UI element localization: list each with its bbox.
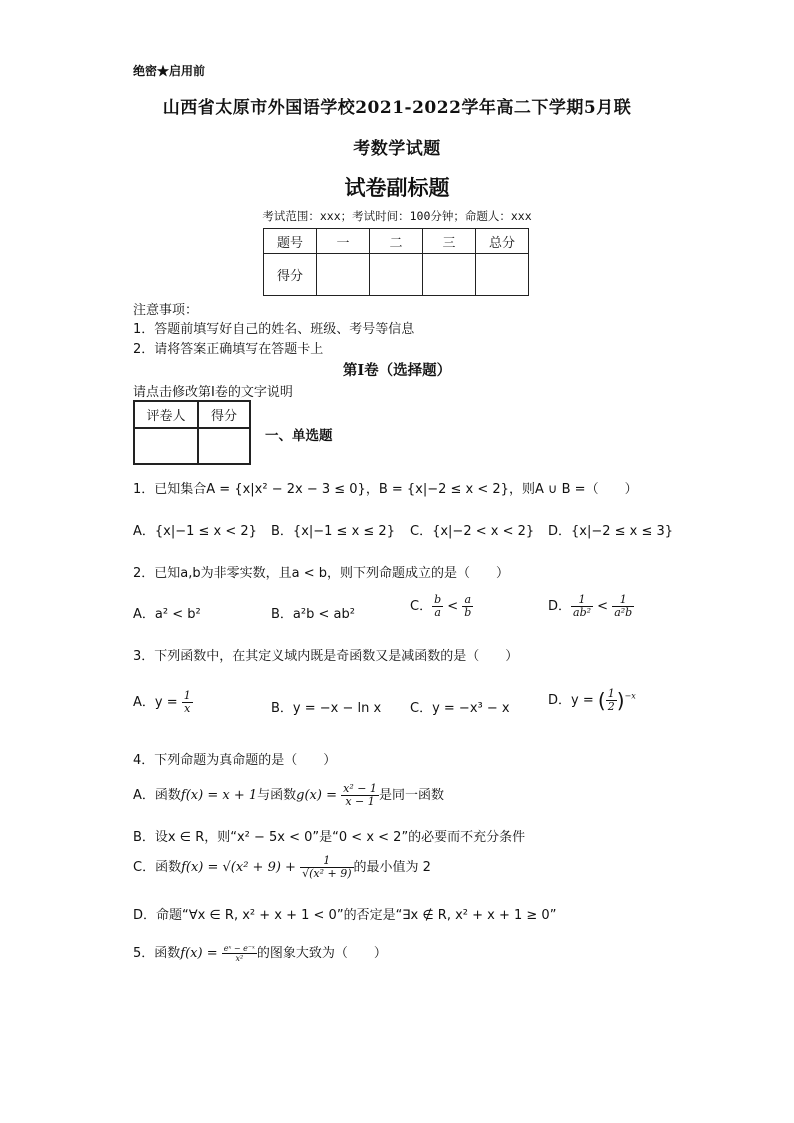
question-1-option-b: B．{x|−1 ≤ x ≤ 2} [271, 524, 395, 539]
score-header-number: 题号 [264, 229, 317, 254]
fraction [300, 855, 353, 880]
denominator: ab² [573, 606, 592, 619]
option-a-text: A．函数 [133, 788, 181, 803]
section-title: 一、单选题 [265, 428, 333, 444]
denominator: x − 1 [345, 795, 375, 808]
math-expression: f(x) = x + 1 [180, 788, 258, 803]
fraction [571, 594, 593, 619]
question-1-option-c: C．{x|−2 < x < 2} [410, 524, 535, 539]
exponent: −x [624, 691, 636, 701]
notes-item-2: 2．请将答案正确填写在答题卡上 [133, 342, 324, 357]
option-c-text: C．函数 [133, 860, 182, 875]
numerator: a [462, 594, 473, 607]
numerator: x² − 1 [343, 782, 377, 795]
score-cell [423, 254, 476, 296]
grader-score-cell [198, 428, 250, 464]
denominator: √(x² + 9) [302, 867, 352, 880]
numerator: eˣ − e⁻ˣ [223, 944, 255, 953]
score-header-2: 二 [370, 229, 423, 254]
option-c-text: 的最小值为 2 [353, 860, 431, 875]
question-4-option-a [133, 783, 444, 808]
volume-title: 第I卷（选择题） [342, 362, 452, 379]
numerator: 1 [612, 594, 634, 607]
grader-header: 评卷人 [134, 401, 198, 428]
volume-description: 请点击修改第I卷的文字说明 [133, 385, 293, 400]
fraction [222, 944, 257, 963]
question-4-option-d: D．命题“∀x ∈ R, x² + x + 1 < 0”的否定是“∃x ∉ R, x² + x + 1 ≥ 0” [133, 908, 557, 923]
question-1-option-a: A．{x|−1 ≤ x < 2} [133, 524, 257, 539]
question-1-stem: 1．已知集合A = {x|x² − 2x − 3 ≤ 0}，B = {x|−2 ≤ x < 2}，则A ∪ B =（ ） [133, 482, 638, 497]
question-2-option-b: B．a²b < ab² [271, 607, 355, 622]
numerator: 1 [183, 689, 191, 702]
question-3-option-b: B．y = −x − ln x [271, 701, 382, 716]
option-d-prefix: D． [548, 599, 572, 614]
denominator: a²b [614, 606, 633, 619]
question-4-option-c [133, 855, 431, 880]
question-2-option-d: D． $\frac{1}{\text{ab²}}$ < $\frac{1}{\text{a²b}}$ [548, 593, 633, 619]
numerator: 1 [571, 594, 593, 607]
question-5-text: 5．函数 [133, 946, 181, 961]
fraction [606, 688, 617, 713]
score-cell [476, 254, 529, 296]
confidential-label: 绝密★启用前 [133, 64, 206, 78]
denominator: x [184, 702, 191, 715]
question-3-stem: 3．下列函数中，在其定义域内既是奇函数又是减函数的是（ ） [133, 649, 519, 664]
denominator: b [464, 606, 472, 619]
option-c-prefix: C． [410, 599, 433, 614]
question-4-option-b: B．设x ∈ R，则“x² − 5x < 0”是“0 < x < 2”的必要而不充分条件 [133, 830, 526, 845]
numerator: 1 [300, 855, 353, 868]
option-a-text: 与函数 [257, 788, 297, 803]
score-row-label: 得分 [264, 254, 317, 296]
score-header-3: 三 [423, 229, 476, 254]
fraction [612, 594, 634, 619]
numerator: b [434, 593, 442, 606]
fraction [341, 783, 379, 808]
option-d-prefix: D．y = [548, 693, 598, 708]
grader-score-header: 得分 [198, 401, 250, 428]
fraction [432, 594, 443, 619]
score-header-total: 总分 [476, 229, 529, 254]
exam-title-line2: 考数学试题 [353, 139, 441, 159]
question-3-option-d: D．y = ( $\frac{1}{2}$ )$^{-x}$ [548, 687, 636, 713]
question-3-option-c: C．y = −x³ − x [410, 701, 510, 716]
math-expression: f(x) = √(x² + 9) + [181, 860, 301, 875]
score-cell [317, 254, 370, 296]
question-5-stem [133, 942, 387, 963]
question-1-option-d: D．{x|−2 ≤ x ≤ 3} [548, 524, 674, 539]
fraction [182, 690, 193, 715]
denominator: a [434, 606, 441, 619]
score-table [263, 228, 529, 296]
denominator: 2 [607, 700, 615, 713]
fraction [462, 594, 473, 619]
question-2-stem: 2．已知a,b为非零实数，且a < b，则下列命题成立的是（ ） [133, 566, 509, 581]
math-expression: f(x) = [180, 946, 222, 961]
question-3-option-a [133, 690, 193, 715]
question-2-option-a: A．a² < b² [133, 607, 201, 622]
exam-subtitle: 试卷副标题 [344, 175, 450, 200]
math-expression: g(x) = [296, 788, 342, 803]
exam-title-line1: 山西省太原市外国语学校2021-2022学年高二下学期5月联 [162, 98, 632, 118]
grader-table [133, 400, 251, 465]
question-4-stem: 4．下列命题为真命题的是（ ） [133, 753, 337, 768]
grader-cell [134, 428, 198, 464]
exam-info: 考试范围：xxx；考试时间：100分钟；命题人：xxx [262, 209, 532, 223]
score-header-1: 一 [317, 229, 370, 254]
question-5-text: 的图象大致为（ ） [256, 946, 387, 961]
denominator: x² [235, 954, 244, 963]
question-2-option-c: C． $\frac{b}{a}$ < $\frac{a}{b}$ [410, 593, 472, 619]
notes-heading: 注意事项： [133, 303, 199, 318]
option-a-text: 是同一函数 [378, 788, 444, 803]
option-a-prefix: A．y = [133, 695, 182, 710]
numerator: 1 [607, 687, 615, 700]
score-cell [370, 254, 423, 296]
notes-item-1: 1．答题前填写好自己的姓名、班级、考号等信息 [133, 322, 415, 337]
